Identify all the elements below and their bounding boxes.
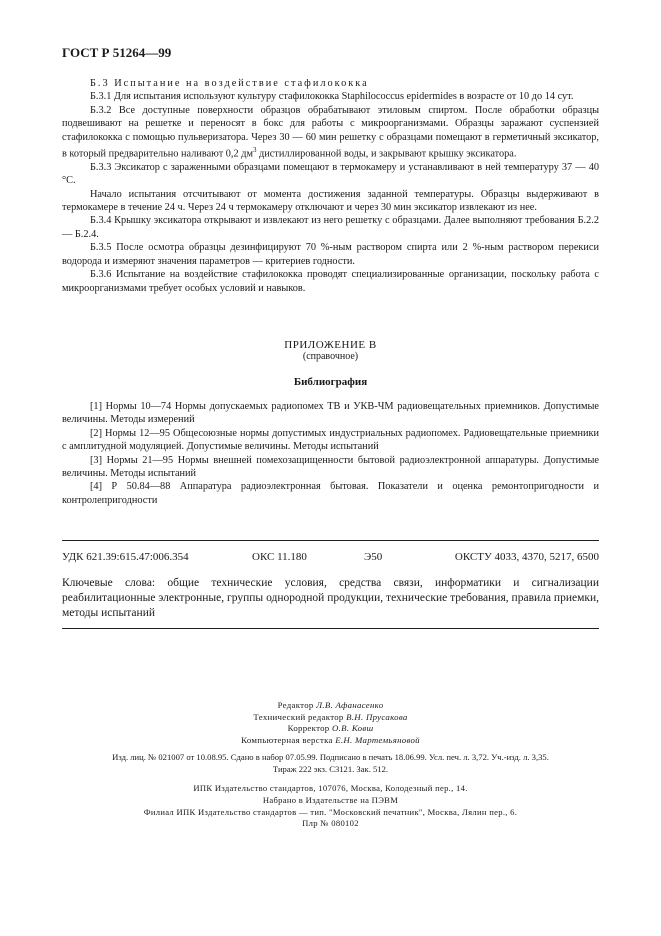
paragraph-b3-2	[62, 104, 599, 161]
credit-name: О.В. Ковш	[332, 723, 374, 733]
bibliography-heading: Библиография	[293, 376, 368, 388]
superscript-3: 3	[252, 146, 257, 155]
printer-line: ИПК Издательство стандартов, 107076, Москва, Колодезный пер., 14.	[193, 783, 468, 793]
divider-bottom	[62, 628, 599, 629]
section-b3-title	[62, 77, 599, 90]
paragraph-b3-6: Б.3.6 Испытание на воздействие стафилококка проводят специализированные организации, поскольку работа с микроорганизмами требует особых условий и навыков.	[62, 269, 599, 294]
credit-role: Технический редактор	[253, 711, 344, 722]
credit-name: В.Н. Прусакова	[346, 711, 408, 722]
section-b3-title-text: Б.3 Испытание на воздействие стафилококка	[90, 78, 369, 89]
printer-line: Филиал ИПК Издательство стандартов — тип. "Московский печатник", Москва, Лялин пер., 6.	[143, 806, 518, 817]
credit-corrector	[62, 723, 599, 735]
oks-code: ОКС 11.180	[252, 551, 307, 563]
appendix-subtitle: (справочное)	[302, 351, 359, 362]
keywords: Ключевые слова: общие технические условия, средства связи, информатики и сигнализации реабилитационные электронные, группы однородной продукции, технические требования, правила приемки, методы испытаний	[62, 577, 599, 619]
credit-tech-editor	[62, 712, 599, 724]
credit-name: Е.Н. Мартемьяновой	[335, 734, 420, 745]
paragraph-b3-5: Б.3.5 После осмотра образцы дезинфицируют 70 %-ным раствором спирта или 2 %-ным раствором перекиси водорода и измеряют значения параметров — критериев годности.	[62, 242, 599, 267]
paragraph-b3-3-cont: Начало испытания отсчитывают от момента достижения заданной температуры. Образцы выдерживают в термокамере в течение 24 ч. Через 24 ч термокамеру отключают и через 30 мин эксикатор извлекают из нее.	[62, 188, 599, 214]
credit-role: Компьютерная верстка	[241, 734, 333, 745]
bibliography-list	[62, 400, 599, 507]
credit-role: Корректор	[287, 723, 330, 733]
paragraph-b3-3: Б.3.3 Эксикатор с зараженными образцами помещают в термокамеру и устанавливают в ней температуру 37 — 40 °С.	[62, 161, 599, 187]
printer-line: Плр № 080102	[302, 818, 359, 829]
paragraph-b3-2-text-a: Б.3.2 Все доступные поверхности образцов обрабатывают этиловым спиртом. После обработки образцы подвешивают на решетке и переносят в бокс для работы с микроорганизмами. Образцы заражают суспензией стафилококка с помощью пульверизатора. Через 30 — 60 мин решетку с образцами помещают в герметичный эксикатор, в который предварительно наливают 0,2 дм	[62, 104, 599, 160]
credits	[62, 700, 599, 746]
divider-top	[62, 540, 599, 541]
bibliography-item: [2] Нормы 12—95 Общесоюзные нормы допустимых индустриальных радиопомех. Радиовещательные приемники с амплитудной модуляцией. Допустимые величины. Методы испытаний	[62, 427, 599, 453]
okstu-code: ОКСТУ 4033, 4370, 5217, 6500	[454, 551, 599, 563]
paragraph-b3-1: Б.3.1 Для испытания используют культуру стафилококка Staphilococcus epidermides в возрасте от 10 до 14 сут.	[90, 91, 574, 103]
publication-info	[62, 752, 599, 775]
credit-layout	[62, 735, 599, 747]
bibliography-item: [4] Р 50.84—88 Аппаратура радиоэлектронная бытовая. Показатели и оценка ремонтопригодности и контролепригодности	[62, 481, 599, 506]
udk-code: УДК 621.39:615.47:006.354	[62, 551, 189, 563]
document-header: ГОСТ Р 51264—99	[62, 45, 172, 60]
credit-role: Редактор	[277, 700, 314, 710]
printer-info	[62, 783, 599, 830]
paragraph-b3-2-text-b: дистиллированной воды, и закрывают крышку эксикатора.	[256, 148, 517, 160]
section-b3	[62, 77, 599, 295]
bibliography-item: [3] Нормы 21—95 Нормы внешней помехозащищенности бытовой радиоэлектронной аппаратуры. Допустимые величины. Методы испытаний	[62, 454, 599, 480]
credit-name: Л.В. Афанасенко	[316, 700, 384, 710]
appendix-title: ПРИЛОЖЕНИЕ В	[284, 339, 377, 351]
credit-editor	[62, 700, 599, 712]
e-code: Э50	[364, 551, 383, 563]
publication-line: Тираж 222 экз. С3121. Зак. 512.	[272, 763, 389, 774]
paragraph-b3-4: Б.3.4 Крышку эксикатора открывают и извлекают из него решетку с образцами. Далее выполняют требования Б.2.2 — Б.2.4.	[62, 215, 599, 240]
publication-line: Изд. лиц. № 021007 от 10.08.95. Сдано в набор 07.05.99. Подписано в печать 18.06.99. Усл. печ. л. 3,72. Уч.-изд. л. 3,35.	[112, 752, 549, 762]
bibliography-item: [1] Нормы 10—74 Нормы допускаемых радиопомех ТВ и УКВ-ЧМ радиовещательных приемников. Допустимые величины. Методы измерений	[62, 401, 599, 426]
printer-line: Набрано в Издательстве на ПЭВМ	[262, 794, 399, 805]
